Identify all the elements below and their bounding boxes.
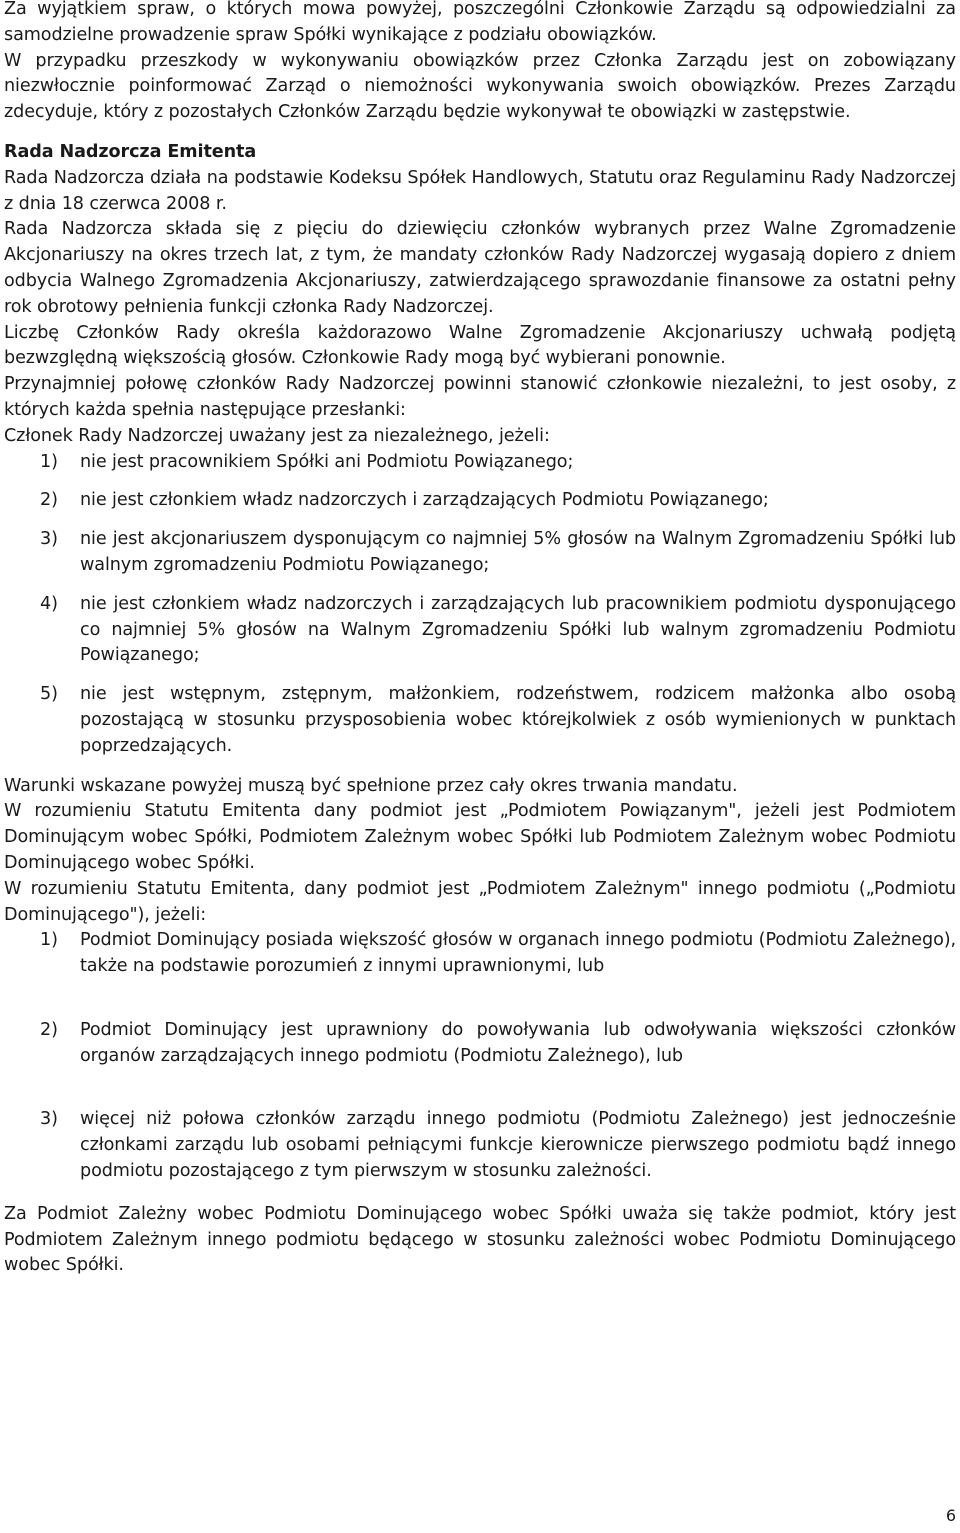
section-paragraph-2: Rada Nadzorcza składa się z pięciu do dziewięciu członków wybranych przez Walne Zgromadzenie Akcjonariuszy na okres trzech lat, z tym, że mandaty członków Rady Nadzorczej wygasają dopiero z dniem odbycia Walnego Zgromadzenia Akcjonariuszy, zatwierdzającego sprawozdanie finansowe za ostatni pełny rok obrotowy pełnienia funkcji członka Rady Nadzorczej. [4,219,956,317]
intro-paragraph-2: W przypadku przeszkody w wykonywaniu obowiązków przez Członka Zarządu jest on zobowiązany niezwłocznie poinformować Zarząd o niemożności wykonywania swoich obowiązków. Prezes Zarządu zdecyduje, który z pozostałych Członków Zarządu będzie wykonywał te obowiązki w zastępstwie. [4,50,956,123]
section-paragraph-9: Za Podmiot Zależny wobec Podmiotu Dominującego wobec Spółki uważa się także podmiot, który jest Podmiotem Zależnym innego podmiotu będącego w stosunku zależności wobec Podmiotu Dominującego wobec Spółki. [4,1203,956,1276]
list-item-text: nie jest członkiem władz nadzorczych i zarządzających Podmiotu Powiązanego; [80,490,769,511]
section-paragraph-1: Rada Nadzorcza działa na podstawie Kodeksu Spółek Handlowych, Statutu oraz Regulaminu Rady Nadzorczej z dnia 18 czerwca 2008 r. [4,167,956,214]
list-item [4,682,956,759]
list-item [4,1018,956,1070]
section-heading: Rada Nadzorcza Emitenta [4,141,257,162]
intro-paragraph-1: Za wyjątkiem spraw, o których mowa powyżej, poszczególni Członkowie Zarządu są odpowiedzialni za samodzielne prowadzenie spraw Spółki wynikające z podziału obowiązków. [4,0,956,45]
list-item [4,1107,956,1184]
section-paragraph-6: Warunki wskazane powyżej muszą być spełnione przez cały okres trwania mandatu. [4,775,738,796]
list-item-text: nie jest członkiem władz nadzorczych i zarządzających lub pracownikiem podmiotu dysponującego co najmniej 5% głosów na Walnym Zgromadzeniu Spółki lub walnym zgromadzeniu Podmiotu Powiązanego; [80,593,956,666]
list-item-text: Podmiot Dominujący jest uprawniony do powoływania lub odwoływania większości członków organów zarządzających innego podmiotu (Podmiotu Zależnego), lub [80,1019,956,1066]
section-paragraph-8: W rozumieniu Statutu Emitenta, dany podmiot jest „Podmiotem Zależnym" innego podmiotu („Podmiotu Dominującego"), jeżeli: [4,878,956,925]
list-item-number: 2) [40,490,58,511]
section-paragraph-7: W rozumieniu Statutu Emitenta dany podmiot jest „Podmiotem Powiązanym", jeżeli jest Podmiotem Dominującym wobec Spółki, Podmiotem Zależnym wobec Spółki lub Podmiotem Zależnym wobec Podmiotu Dominującego wobec Spółki. [4,801,956,873]
list-item-text: więcej niż połowa członków zarządu innego podmiotu (Podmiotu Zależnego) jest jednocześnie członkami zarządu lub osobami pełniącymi funkcje kierownicze pierwszego podmiotu bądź innego podmiotu pozostającego z tym pierwszym w stosunku zależności. [80,1109,956,1182]
list-item [4,450,956,476]
page-number: 6 [945,1506,956,1525]
list-item-number: 2) [40,1019,58,1040]
list-item-text: nie jest pracownikiem Spółki ani Podmiotu Powiązanego; [80,451,574,472]
list-item-text: nie jest wstępnym, zstępnym, małżonkiem, rodzeństwem, rodzicem małżonka albo osobą pozostającą w stosunku przysposobienia wobec którejkolwiek z osób wymienionych w punktach poprzedzających. [80,684,956,756]
list-item-text: Podmiot Dominujący posiada większość głosów w organach innego podmiotu (Podmiotu Zależnego), także na podstawie porozumień z innymi uprawnionymi, lub [80,930,956,977]
list-item [4,527,956,579]
list-item-number: 3) [40,529,58,550]
list-item [4,928,956,980]
list-item-number: 4) [40,593,58,614]
independence-list [4,450,956,760]
section-paragraph-5: Członek Rady Nadzorczej uważany jest za niezależnego, jeżeli: [4,425,550,446]
section-paragraph-3: Liczbę Członków Rady określa każdorazowo Walne Zgromadzenie Akcjonariuszy uchwałą podjętą bezwzględną większością głosów. Członkowie Rady mogą być wybierani ponownie. [4,322,956,369]
list-item-number: 3) [40,1109,58,1130]
list-item [4,592,956,669]
list-item [4,488,956,514]
section-paragraph-4: Przynajmniej połowę członków Rady Nadzorczej powinni stanowić członkowie niezależni, to jest osoby, z których każda spełnia następujące przesłanki: [4,374,956,420]
list-item-text: nie jest akcjonariuszem dysponującym co najmniej 5% głosów na Walnym Zgromadzeniu Spółki lub walnym zgromadzeniu Podmiotu Powiązanego; [80,529,956,575]
list-item-number: 5) [40,684,58,705]
document-page [4,0,956,1279]
list-item-number: 1) [40,930,58,951]
dependence-list [4,928,956,1185]
list-item-number: 1) [40,451,58,472]
